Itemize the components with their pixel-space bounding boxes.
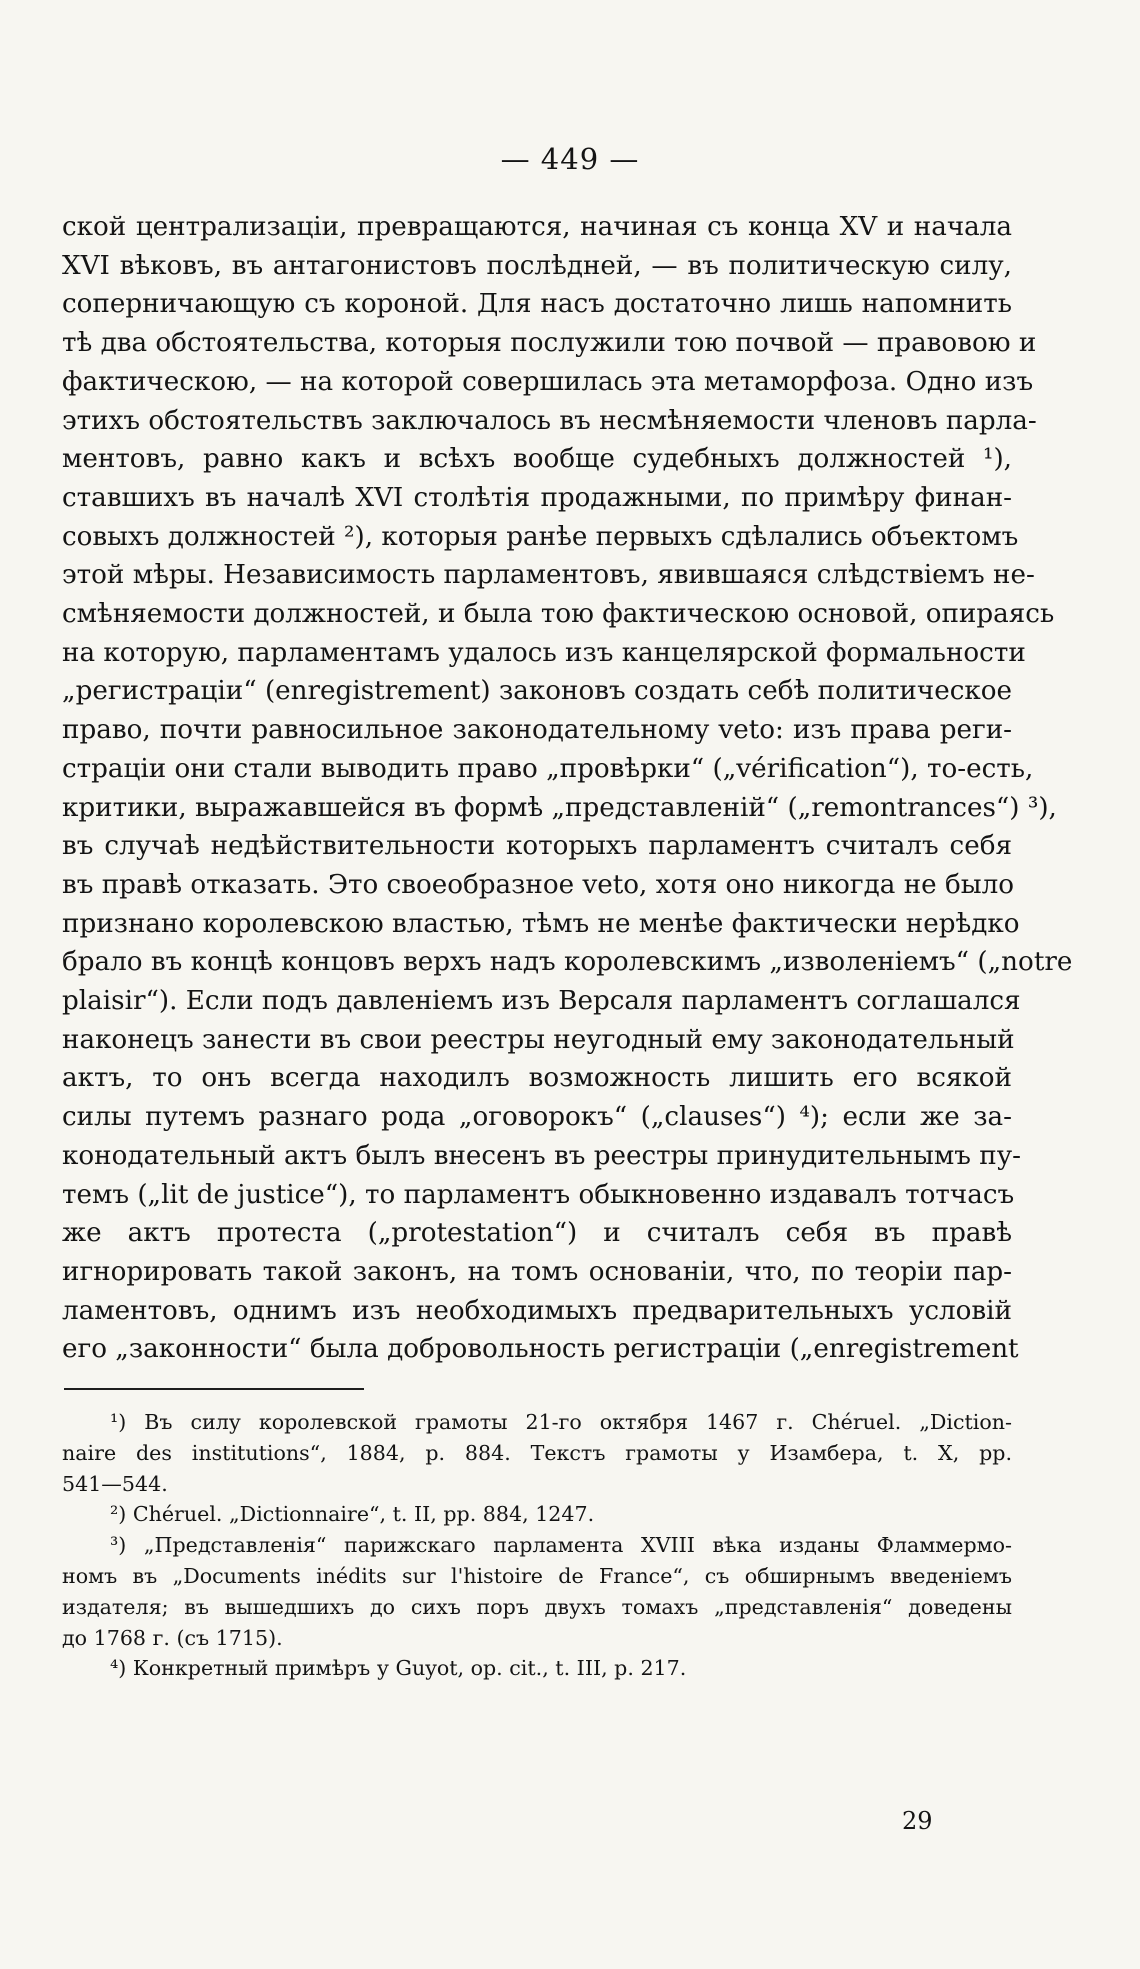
footnote-line: ²) Chéruel. „Dictionnaire“, t. II, pp. 884, 1247. <box>110 1502 595 1527</box>
text-line: этихъ обстоятельствъ заключалось въ несмѣняемости членовъ парла- <box>62 405 1037 436</box>
footnote-line: naire des institutions“, 1884, p. 884. Текстъ грамоты у Изамбера, t. X, pp. <box>62 1440 1012 1465</box>
text-line: критики, выражавшейся въ формѣ „представленій“ („remontrances“) ³), <box>62 792 1057 823</box>
text-line: игнорировать такой законъ, на томъ основаніи, что, по теоріи пар- <box>62 1256 1012 1287</box>
footnote-divider <box>64 1388 364 1390</box>
page-number-header: — 449 — <box>500 142 640 176</box>
text-line: ставшихъ въ началѣ XVI столѣтія продажными, по примѣру финан- <box>62 482 1012 513</box>
text-line: фактическою, — на которой совершилась эта метаморфоза. Одно изъ <box>62 366 1034 397</box>
text-line: XVI вѣковъ, въ антагонистовъ послѣдней, — въ политическую силу, <box>62 250 1012 281</box>
text-line: силы путемъ разнаго рода „оговорокъ“ („clauses“) ⁴); если же за- <box>62 1102 1012 1133</box>
text-line: право, почти равносильное законодательному veto: изъ права реги- <box>62 715 1012 746</box>
text-line: этой мѣры. Независимость парламентовъ, явившаяся слѣдствіемъ не- <box>62 560 1035 591</box>
text-line: темъ („lit de justice“), то парламентъ обыкновенно издавалъ тотчасъ <box>62 1179 1015 1210</box>
text-line: брало въ концѣ концовъ верхъ надъ королевскимъ „изволеніемъ“ („notre <box>62 947 1073 978</box>
text-line: же актъ протеста („protestation“) и считалъ себя въ правѣ <box>62 1218 1012 1249</box>
footnotes <box>62 1407 1012 1684</box>
text-line: тѣ два обстоятельства, которыя послужили тою почвой — правовою и <box>62 328 1037 359</box>
text-line: ментовъ, равно какъ и всѣхъ вообще судебныхъ должностей ¹), <box>62 444 1012 475</box>
text-line: ламентовъ, однимъ изъ необходимыхъ предварительныхъ условій <box>62 1295 1012 1326</box>
text-line: соперничающую съ короной. Для насъ достаточно лишь напомнить <box>62 289 1012 320</box>
footnote-line: 541—544. <box>62 1471 168 1496</box>
text-line: конодательный актъ былъ внесенъ въ реестры принудительнымъ пу- <box>62 1140 1021 1171</box>
text-line: въ случаѣ недѣйствительности которыхъ парламентъ считалъ себя <box>62 831 1012 862</box>
text-line: „регистраціи“ (enregistrement) законовъ создать себѣ политическое <box>62 676 1012 707</box>
text-line: смѣняемости должностей, и была тою фактическою основой, опираясь <box>62 599 1055 630</box>
text-line: совыхъ должностей ²), которыя ранѣе первыхъ сдѣлались объектомъ <box>62 521 1019 552</box>
footnote-line: ¹) Въ силу королевской грамоты 21-го октября 1467 г. Chéruel. „Diction- <box>110 1410 1012 1434</box>
footnote-line: ³) „Представленія“ парижскаго парламента XVIII вѣка изданы Фламмермо- <box>110 1533 1012 1558</box>
text-line: наконецъ занести въ свои реестры неугодный ему законодательный <box>62 1024 1015 1055</box>
footnote-line: до 1768 г. (съ 1715). <box>62 1625 283 1650</box>
text-line: страціи они стали выводить право „провѣрки“ („vérification“), то-есть, <box>62 753 1034 784</box>
main-text <box>62 208 1073 1369</box>
text-line: на которую, парламентамъ удалось изъ канцелярской формальности <box>62 637 1026 668</box>
footnote-line: издателя; въ вышедшихъ до сихъ поръ двухъ томахъ „представленія“ доведены <box>62 1594 1012 1619</box>
text-line: въ правѣ отказать. Это своеобразное veto, хотя оно никогда не было <box>62 869 1014 900</box>
footnote-line: номъ въ „Documents inédits sur l'histoire de France“, съ обширнымъ введеніемъ <box>62 1563 1012 1588</box>
text-line: актъ, то онъ всегда находилъ возможность лишить его всякой <box>62 1063 1012 1094</box>
text-line: признано королевскою властью, тѣмъ не менѣе фактически нерѣдко <box>62 908 1020 939</box>
text-line: его „законности“ была добровольность регистраціи („enregistrement <box>62 1334 1019 1365</box>
signature-mark: 29 <box>902 1807 933 1835</box>
text-line: ской централизаціи, превращаются, начиная съ конца XV и начала <box>62 212 1012 242</box>
text-line: plaisir“). Если подъ давленіемъ изъ Версаля парламентъ соглашался <box>62 986 1021 1017</box>
footnote-line: ⁴) Конкретный примѣръ у Guyot, op. cit., t. III, p. 217. <box>110 1656 687 1681</box>
